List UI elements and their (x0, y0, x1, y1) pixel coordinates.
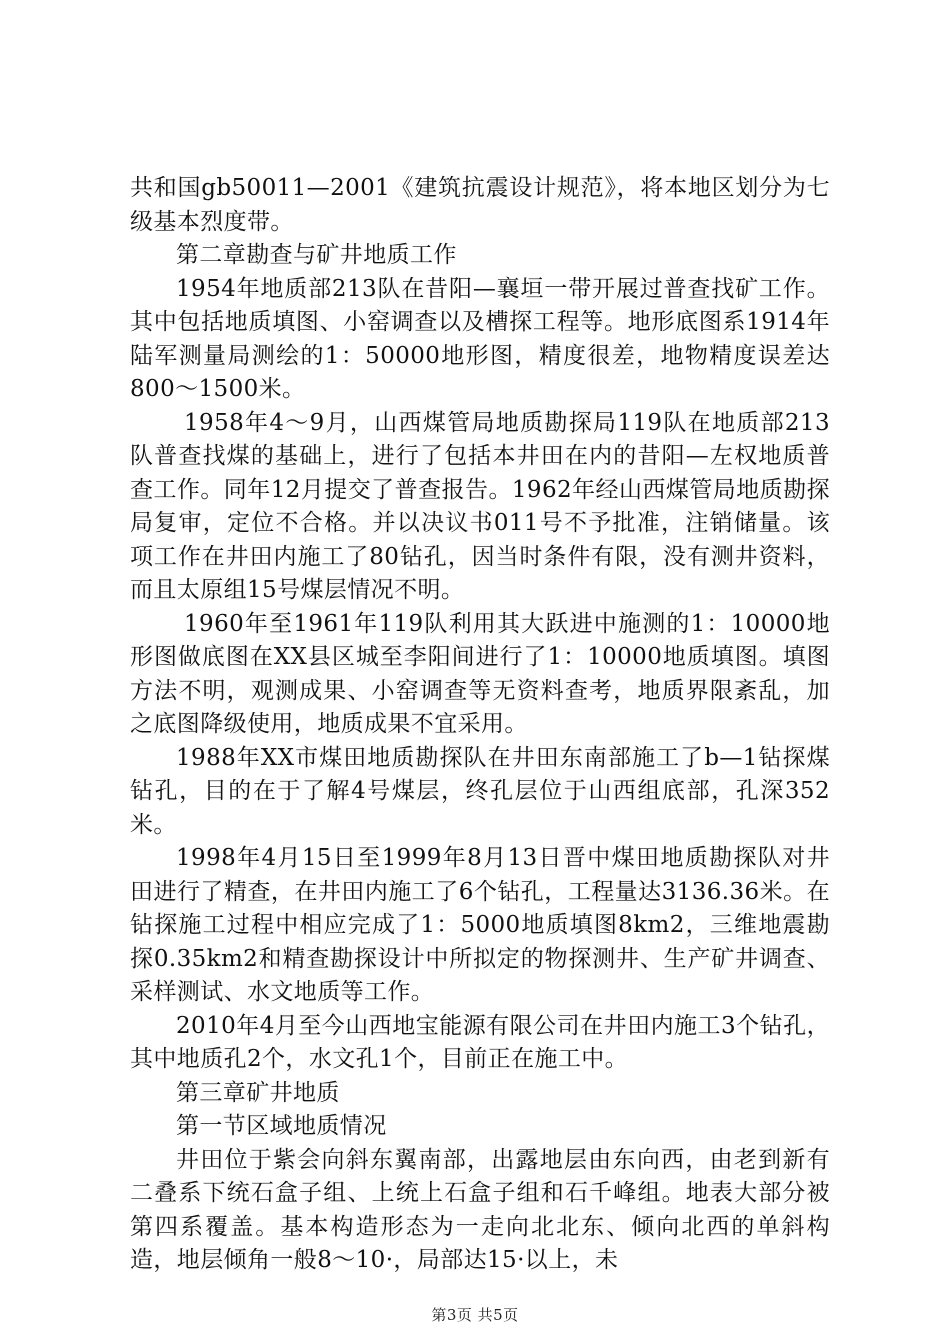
document-body (130, 172, 830, 1278)
paragraph: 井田位于紫会向斜东翼南部，出露地层由东向西，由老到新有二叠系下统石盒子组、上统上石盒子组和石千峰组。地表大部分被第四系覆盖。基本构造形态为一走向北北东、倾向北西的单斜构造，地层倾角一般8～10·，局部达15·以上，未 (130, 1146, 830, 1273)
section-heading: 第一节区域地质情况 (176, 1113, 387, 1139)
paragraph: 1958年4～9月，山西煤管局地质勘探局119队在地质部213队普查找煤的基础上，进行了包括本井田在内的昔阳—左权地质普查工作。同年12月提交了普查报告。1962年经山西煤管局地质勘探局复审，定位不合格。并以决议书011号不予批准，注销储量。该项工作在井田内施工了80钻孔，因当时条件有限，没有测井资料，而且太原组15号煤层情况不明。 (130, 409, 830, 603)
chapter-heading: 第二章勘查与矿井地质工作 (176, 242, 457, 268)
paragraph-continuation: 共和国gb50011—2001《建筑抗震设计规范》，将本地区划分为七级基本烈度带。 (130, 175, 830, 235)
paragraph: 1998年4月15日至1999年8月13日晋中煤田地质勘探队对井田进行了精查，在井田内施工了6个钻孔，工程量达3136.36米。在钻探施工过程中相应完成了1：5000地质填图8km2，三维地震勘探0.35km2和精查勘探设计中所拟定的物探测井、生产矿井调查、采样测试、水文地质等工作。 (130, 845, 830, 1005)
paragraph: 1960年至1961年119队利用其大跃进中施测的1：10000地形图做底图在XX县区城至李阳间进行了1：10000地质填图。填图方法不明，观测成果、小窑调查等无资料查考，地质界限紊乱，加之底图降级使用，地质成果不宜采用。 (130, 610, 830, 737)
paragraph: 2010年4月至今山西地宝能源有限公司在井田内施工3个钻孔，其中地质孔2个，水文孔1个，目前正在施工中。 (130, 1012, 830, 1072)
paragraph: 1988年XX市煤田地质勘探队在井田东南部施工了b—1钻探煤钻孔，目的在于了解4号煤层，终孔层位于山西组底部，孔深352米。 (130, 744, 830, 838)
chapter-heading: 第三章矿井地质 (176, 1079, 340, 1106)
paragraph: 1954年地质部213队在昔阳—襄垣一带开展过普查找矿工作。其中包括地质填图、小窑调查以及槽探工程等。地形底图系1914年陆军测量局测绘的1：50000地形图，精度很差，地物精度误差达800～1500米。 (130, 275, 830, 402)
page-footer: 第3页 共5页 (431, 1306, 519, 1324)
